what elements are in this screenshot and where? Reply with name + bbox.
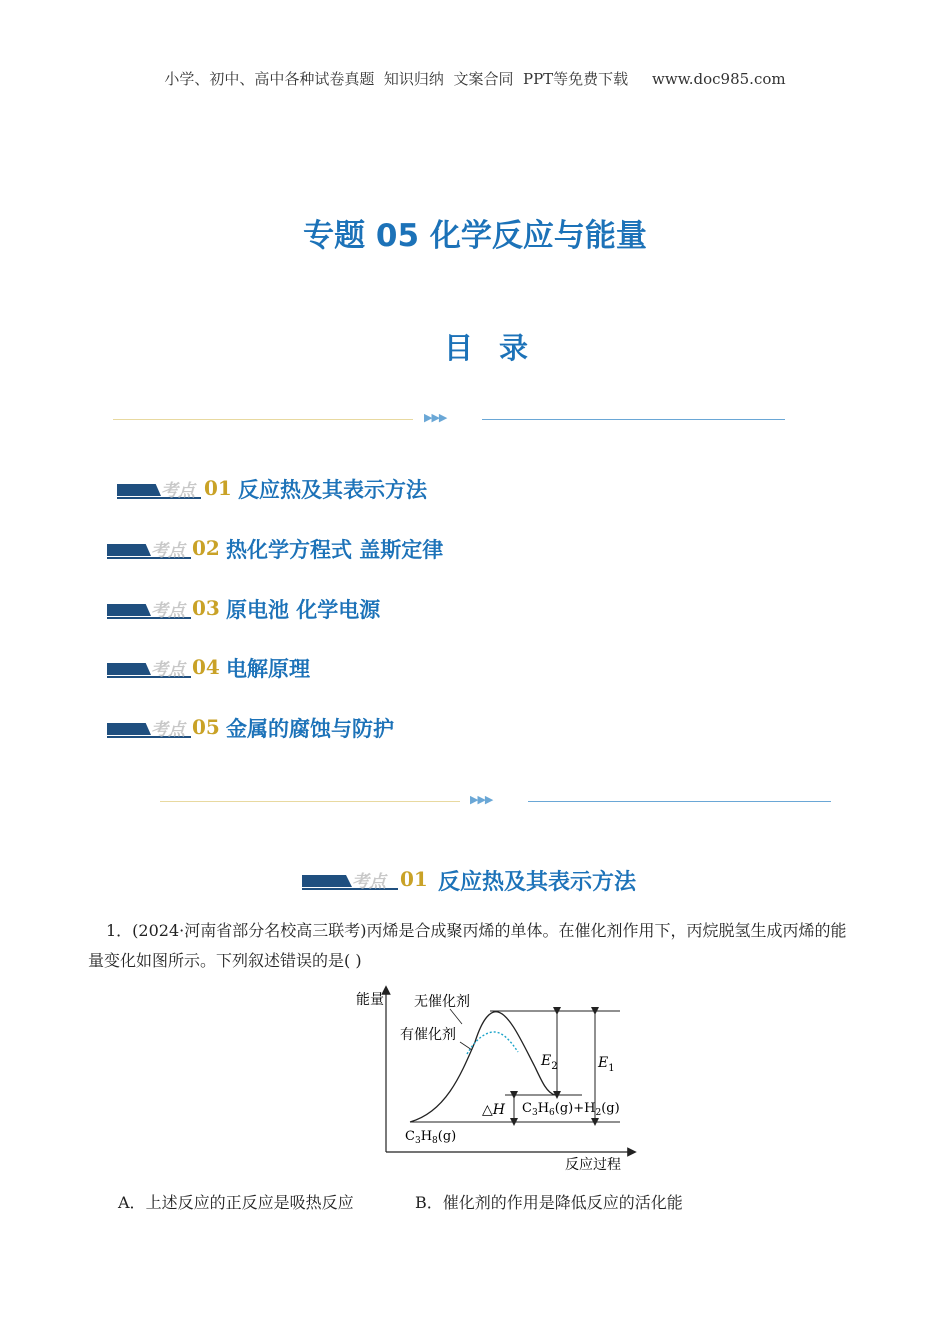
toc-label: 电解原理: [226, 657, 310, 681]
section-label: 反应热及其表示方法: [438, 870, 637, 895]
arrows-icon: ▶▶▶: [424, 411, 447, 424]
energy-diagram: [350, 982, 640, 1177]
document-title: 专题 05 化学反应与能量: [303, 218, 647, 254]
label-reactant: $C_3H_8(g)$: [405, 1129, 457, 1146]
toc-item-1[interactable]: [0, 474, 950, 508]
toc-number: 03: [192, 596, 220, 620]
toc-number: 04: [192, 655, 220, 679]
label-e2: $E_2$: [541, 1053, 558, 1072]
y-axis-label: 能量: [356, 992, 384, 1008]
option-a[interactable]: A．上述反应的正反应是吸热反应: [118, 1193, 354, 1212]
toc-number: 02: [192, 536, 220, 560]
label-dh: △H: [482, 1102, 505, 1118]
toc-number: 01: [204, 476, 232, 500]
option-b[interactable]: B．催化剂的作用是降低反应的活化能: [415, 1193, 683, 1212]
toc-number: 05: [192, 715, 220, 739]
kaodian-badge-icon: 考点: [107, 717, 191, 739]
x-axis-label: 反应过程: [565, 1157, 621, 1173]
kaodian-badge-icon: 考点: [302, 869, 398, 891]
question-text: 1．(2024·河南省部分名校高三联考)丙烯是合成聚丙烯的单体。在催化剂作用下，丙烷脱氢生成丙烯的能量变化如图所示。下列叙述错误的是( ): [88, 921, 847, 970]
kaodian-badge-icon: 考点: [117, 478, 201, 500]
section-header: [0, 865, 950, 899]
arrows-icon: ▶▶▶: [470, 793, 493, 806]
toc-item-4[interactable]: [0, 653, 950, 687]
toc-label: 原电池 化学电源: [226, 598, 381, 622]
label-catalyst: 有催化剂: [400, 1027, 456, 1043]
divider-bottom: [0, 793, 950, 806]
section-number: 01: [400, 867, 428, 891]
label-e1: $E_1$: [598, 1055, 615, 1074]
kaodian-badge-icon: 考点: [107, 657, 191, 679]
label-no-catalyst: 无催化剂: [414, 994, 470, 1010]
toc-item-3[interactable]: [0, 594, 950, 628]
toc-item-2[interactable]: [0, 534, 950, 568]
toc-item-5[interactable]: [0, 713, 950, 747]
toc-label: 反应热及其表示方法: [238, 478, 427, 502]
toc-heading: 目 录: [443, 331, 537, 365]
toc-label: 金属的腐蚀与防护: [226, 717, 394, 741]
divider-top: [0, 411, 950, 424]
kaodian-badge-icon: 考点: [107, 538, 191, 560]
toc-label: 热化学方程式 盖斯定律: [226, 538, 444, 562]
kaodian-badge-icon: 考点: [107, 598, 191, 620]
label-product: $C_3H_6(g)+H_2(g)$: [522, 1101, 620, 1118]
curve-catalyst: [467, 1032, 518, 1054]
page-header: 小学、初中、高中各种试卷真题 知识归纳 文案合同 PPT等免费下载 www.doc985.com: [164, 70, 786, 88]
